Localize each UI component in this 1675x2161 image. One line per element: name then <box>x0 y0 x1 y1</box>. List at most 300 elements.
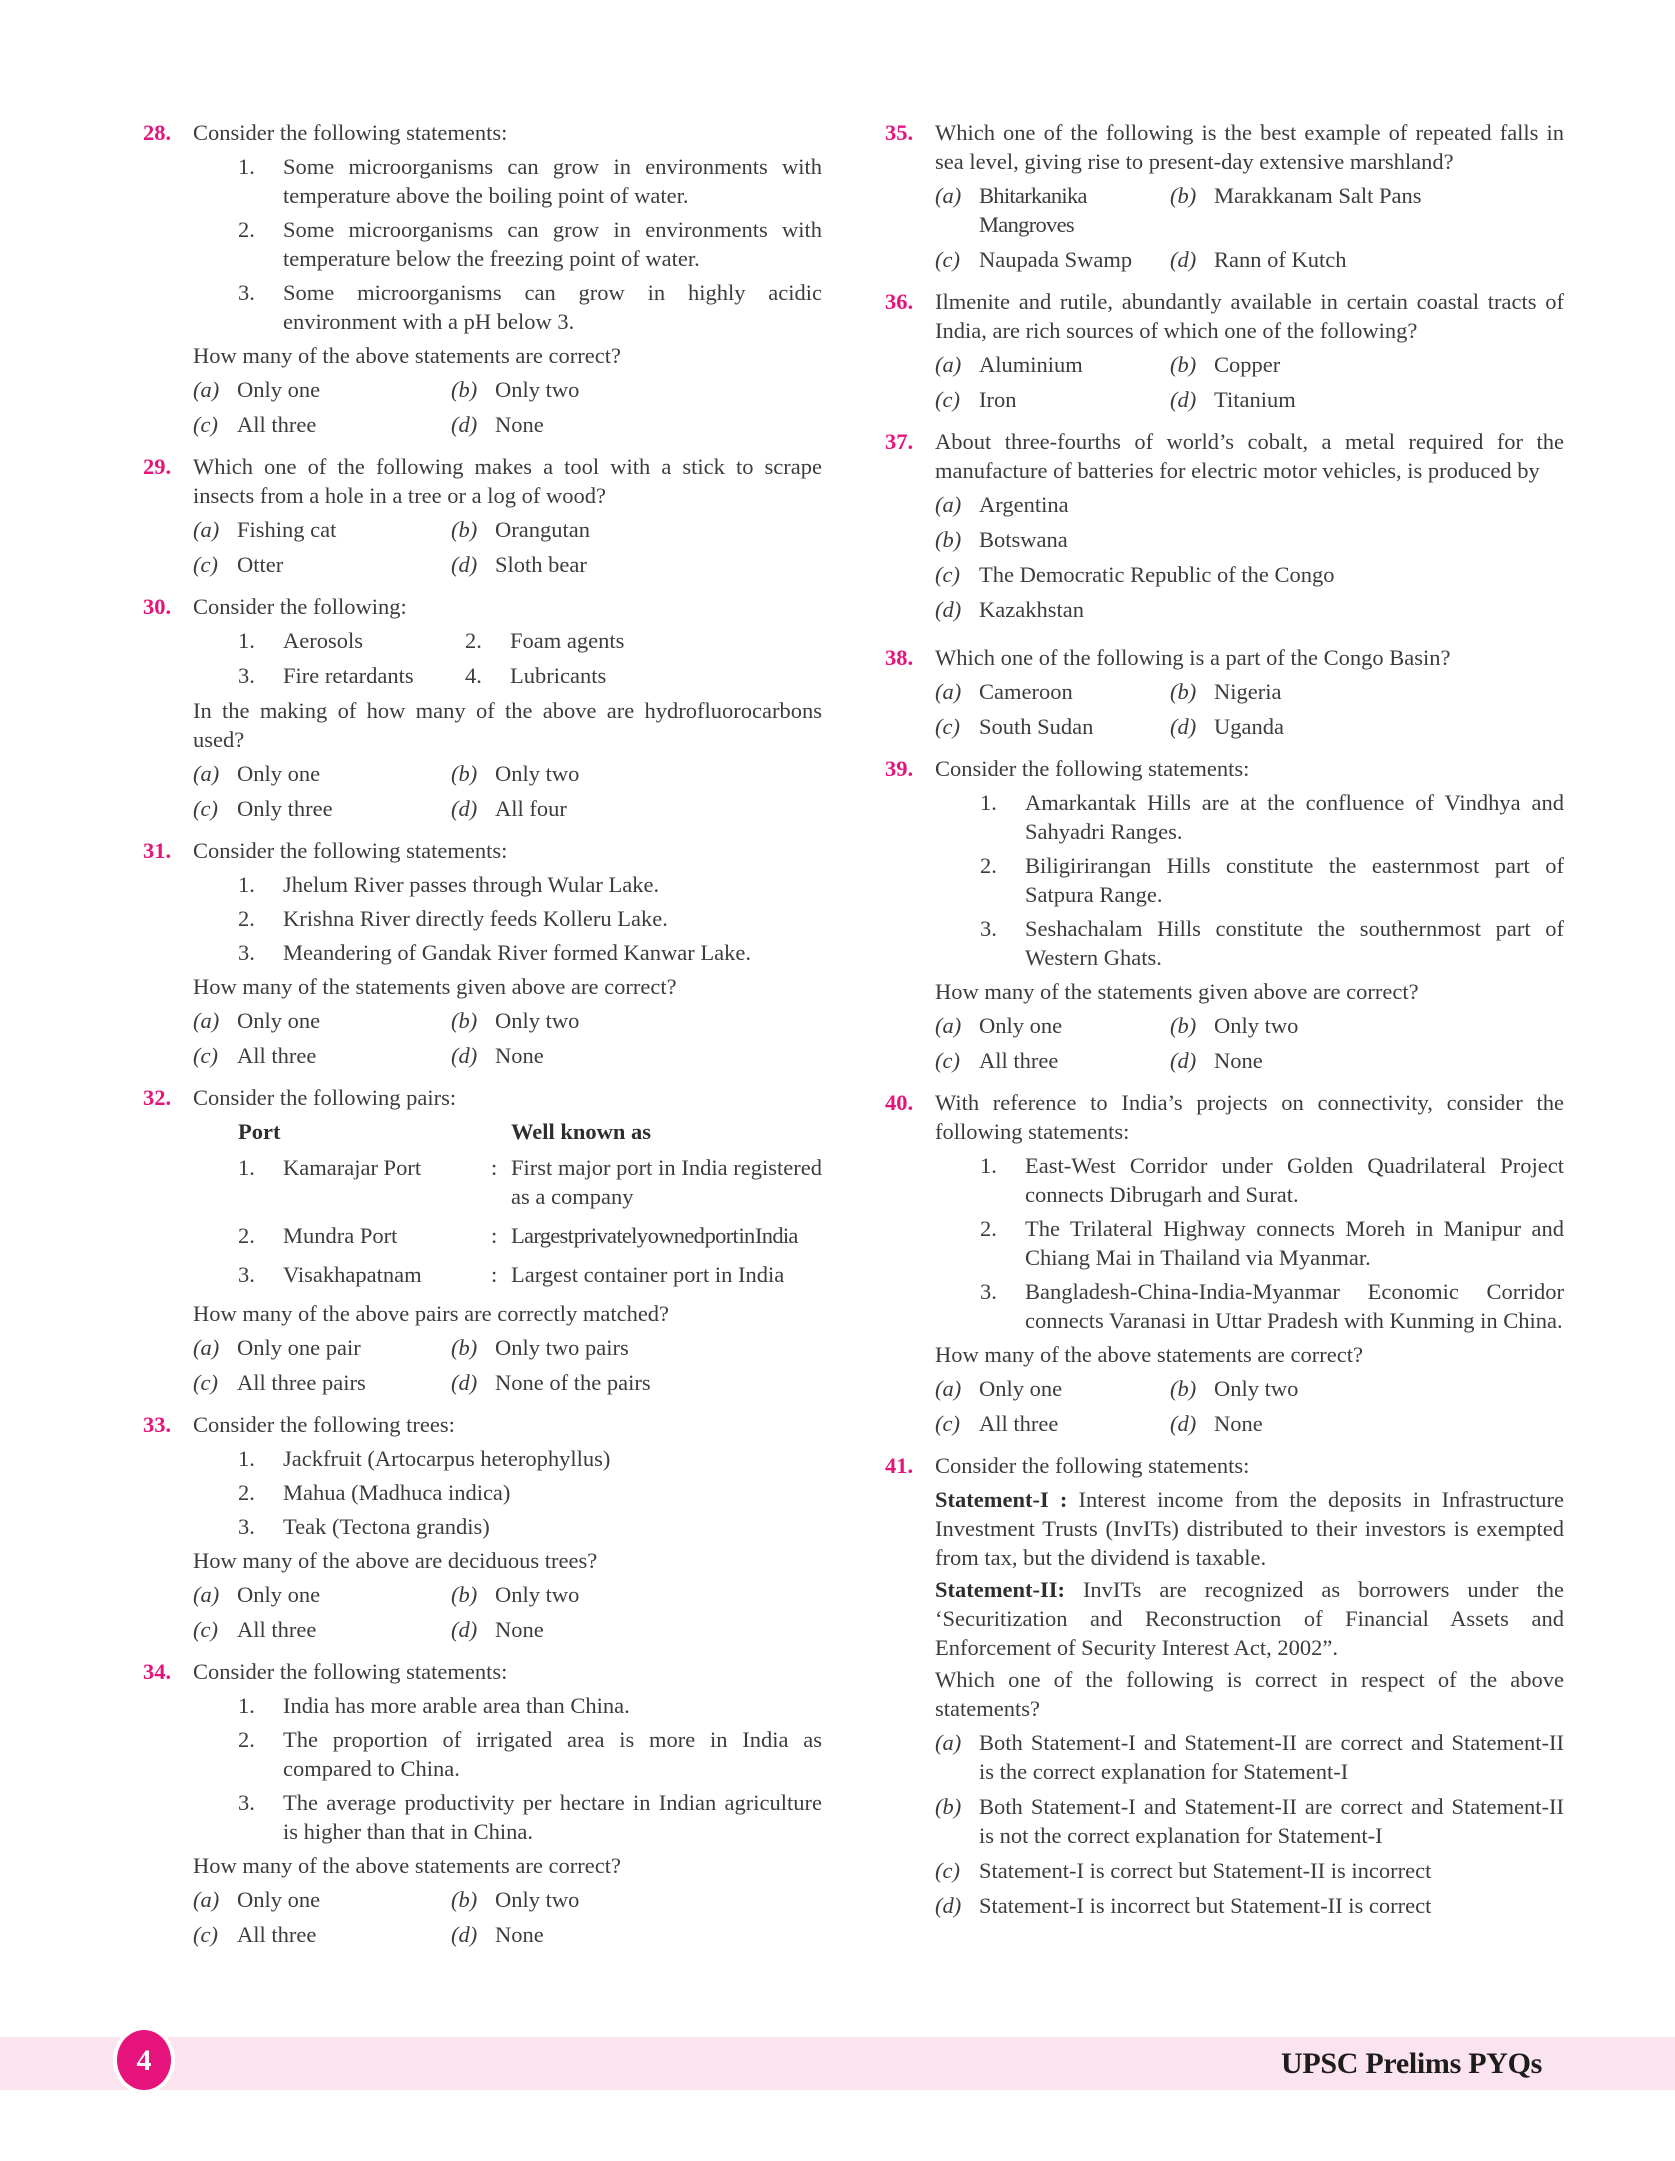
question-intro: Which one of the following is the best example of repeated falls in sea level, giving rise to present-day extensive marshland? <box>935 120 1564 174</box>
question-intro: Consider the following statements: <box>193 120 508 145</box>
option-text: Nigeria <box>1214 679 1282 704</box>
option-b <box>451 1885 822 1914</box>
option-label: (d) <box>1170 387 1197 412</box>
option-label: (a) <box>935 1730 962 1755</box>
option-d <box>1170 245 1564 274</box>
list-item <box>465 661 822 690</box>
footer-title: UPSC Prelims PYQs <box>1281 2047 1542 2080</box>
item-number: 1. <box>238 628 255 653</box>
option-b <box>451 1006 822 1035</box>
list-item <box>193 215 822 273</box>
option-label: (b) <box>1170 1376 1197 1401</box>
pair-description: First major port in India registered as a company <box>511 1155 822 1209</box>
option-label: (b) <box>1170 183 1197 208</box>
list-item <box>935 1151 1564 1209</box>
option-b <box>451 759 822 788</box>
option-c <box>935 1856 1564 1885</box>
item-number: 1. <box>238 154 255 179</box>
option-a <box>935 1011 1170 1040</box>
option-label: (a) <box>193 377 220 402</box>
option-text: Only one <box>237 1887 321 1912</box>
list-item <box>193 1478 822 1507</box>
pair-description: Largest privately owned port in India <box>511 1223 798 1248</box>
question-intro: Which one of the following is a part of the Congo Basin? <box>935 645 1451 670</box>
question-41 <box>885 1451 1564 1926</box>
item-text: Mahua (Madhuca indica) <box>283 1480 511 1505</box>
item-text: Amarkantak Hills are at the confluence of Vindhya and Sahyadri Ranges. <box>1025 790 1564 844</box>
list-item <box>935 914 1564 972</box>
item-text: Some microorganisms can grow in highly acidic environment with a pH below 3. <box>283 280 822 334</box>
option-b <box>1170 677 1564 706</box>
item-number: 3. <box>238 1514 255 1539</box>
option-label: (d) <box>451 796 478 821</box>
question-body <box>193 836 822 1070</box>
options <box>935 181 1564 274</box>
question-number: 40. <box>885 1090 914 1115</box>
statement-text: InvITs are recognized as borrowers under the ‘Securitization and Reconstruction of Financial Assets and Enforcement of Security Interest Act, 2002”. <box>935 1577 1564 1660</box>
option-text: Only two <box>495 377 580 402</box>
item-number: 3. <box>238 940 255 965</box>
pair-description: Largest container port in India <box>511 1262 785 1287</box>
item-text: Bangladesh-China-India-Myanmar Economic Corridor connects Varanasi in Uttar Pradesh with Kunming in China. <box>1025 1279 1564 1333</box>
option-a <box>193 1580 451 1609</box>
question-number: 29. <box>143 454 172 479</box>
pair-colon: : <box>491 1223 498 1248</box>
option-b <box>451 1333 822 1362</box>
item-number: 2. <box>238 906 255 931</box>
question-39 <box>885 754 1564 1075</box>
options <box>935 1728 1564 1920</box>
option-a <box>935 490 1564 519</box>
option-a <box>193 1333 451 1362</box>
option-label: (a) <box>935 679 962 704</box>
item-list <box>935 1151 1564 1335</box>
option-text: All four <box>495 796 567 821</box>
question-29 <box>143 452 822 579</box>
option-text: Only three <box>237 796 333 821</box>
question-body <box>193 452 822 579</box>
option-label: (c) <box>193 1043 218 1068</box>
list-item <box>193 152 822 210</box>
option-text: Only one pair <box>237 1335 361 1360</box>
item-text: Lubricants <box>510 663 607 688</box>
options <box>193 1333 822 1397</box>
option-text: None <box>495 1617 544 1642</box>
options <box>193 375 822 439</box>
option-d <box>1170 1409 1564 1438</box>
item-text: Aerosols <box>283 628 363 653</box>
question-31 <box>143 836 822 1070</box>
option-text: Only two <box>495 1887 580 1912</box>
question-body <box>193 1657 822 1949</box>
item-text: Biligirirangan Hills constitute the easternmost part of Satpura Range. <box>1025 853 1564 907</box>
question-32 <box>143 1083 822 1397</box>
option-label: (a) <box>193 517 220 542</box>
option-label: (d) <box>451 1617 478 1642</box>
option-label: (c) <box>935 714 960 739</box>
option-text: All three <box>979 1048 1059 1073</box>
option-text: Rann of Kutch <box>1214 247 1347 272</box>
item-text: Foam agents <box>510 628 625 653</box>
option-label: (c) <box>193 1370 218 1395</box>
option-b <box>451 375 822 404</box>
option-text: Argentina <box>979 492 1069 517</box>
item-number: 3. <box>980 916 997 941</box>
option-d <box>451 1615 822 1644</box>
option-label: (c) <box>935 1048 960 1073</box>
options <box>935 1374 1564 1438</box>
question-intro: Consider the following statements: <box>193 838 508 863</box>
item-number: 1. <box>238 1446 255 1471</box>
pairs-column1-header: Port <box>238 1119 281 1144</box>
option-c <box>193 1615 451 1644</box>
option-a <box>935 677 1170 706</box>
options <box>193 1580 822 1644</box>
option-label: (c) <box>193 1617 218 1642</box>
option-c <box>935 385 1170 414</box>
options <box>193 1885 822 1949</box>
option-label: (b) <box>451 761 478 786</box>
list-item <box>935 1277 1564 1335</box>
option-text: All three <box>237 1922 317 1947</box>
item-number: 1. <box>980 790 997 815</box>
option-c <box>193 1920 451 1949</box>
option-a <box>935 350 1170 379</box>
item-number: 2. <box>980 853 997 878</box>
item-number: 2. <box>238 1480 255 1505</box>
question-body <box>193 118 822 439</box>
question-intro: Consider the following trees: <box>193 1412 455 1437</box>
option-label: (b) <box>1170 352 1197 377</box>
question-stem: How many of the above statements are correct? <box>193 343 621 368</box>
list-item <box>193 904 822 933</box>
option-text: Only two <box>495 1008 580 1033</box>
option-text: None <box>495 1922 544 1947</box>
option-label: (b) <box>451 1335 478 1360</box>
option-c <box>193 1368 451 1397</box>
option-text: None <box>495 412 544 437</box>
option-d <box>451 410 822 439</box>
list-item <box>193 1691 822 1720</box>
option-d <box>451 1041 822 1070</box>
question-number: 37. <box>885 429 914 454</box>
item-text: Some microorganisms can grow in environments with temperature above the boiling point of water. <box>283 154 822 208</box>
question-body <box>935 1088 1564 1438</box>
question-37 <box>885 427 1564 630</box>
question-body <box>935 118 1564 274</box>
option-text: Aluminium <box>979 352 1083 377</box>
item-text: The proportion of irrigated area is more in India as compared to China. <box>283 1727 822 1781</box>
option-d <box>1170 1046 1564 1075</box>
option-label: (c) <box>935 562 960 587</box>
option-label: (d) <box>451 1043 478 1068</box>
option-label: (b) <box>451 1887 478 1912</box>
option-text: Kazakhstan <box>979 597 1084 622</box>
item-text: Fire retardants <box>283 663 414 688</box>
pair-colon: : <box>491 1155 498 1180</box>
list-item <box>465 626 822 655</box>
question-intro: With reference to India’s projects on connectivity, consider the following statements: <box>935 1090 1564 1144</box>
option-text: Botswana <box>979 527 1068 552</box>
list-item <box>193 1512 822 1541</box>
item-text: Teak (Tectona grandis) <box>283 1514 490 1539</box>
option-label: (a) <box>193 1887 220 1912</box>
option-label: (a) <box>935 492 962 517</box>
option-b <box>935 1792 1564 1850</box>
option-label: (d) <box>451 1922 478 1947</box>
option-a <box>193 375 451 404</box>
list-item <box>193 938 822 967</box>
question-number: 32. <box>143 1085 172 1110</box>
item-list <box>238 626 822 690</box>
option-label: (d) <box>1170 714 1197 739</box>
option-text: None of the pairs <box>495 1370 651 1395</box>
option-d <box>451 1368 822 1397</box>
option-text: Only one <box>237 377 321 402</box>
option-label: (a) <box>193 1335 220 1360</box>
item-number: 2. <box>465 628 482 653</box>
option-text: All three <box>237 1043 317 1068</box>
question-body <box>193 1410 822 1644</box>
list-item <box>935 788 1564 846</box>
option-c <box>935 245 1170 274</box>
statement-text: Interest income from the deposits in Infrastructure Investment Trusts (InvITs) distributed to their investors is exempted from tax, but the dividend is taxable. <box>935 1487 1564 1570</box>
question-body <box>935 1451 1564 1926</box>
question-35 <box>885 118 1564 274</box>
option-text: Uganda <box>1214 714 1284 739</box>
option-d <box>451 550 822 579</box>
option-c <box>935 560 1564 589</box>
item-number: 3. <box>238 1790 255 1815</box>
statement-label: Statement-I : <box>935 1487 1068 1512</box>
option-label: (d) <box>935 597 962 622</box>
pair-name: Kamarajar Port <box>283 1155 422 1180</box>
pair-name: Mundra Port <box>283 1223 398 1248</box>
question-number: 41. <box>885 1453 914 1478</box>
pair-name: Visakhapatnam <box>283 1262 422 1287</box>
option-text: Only two <box>1214 1013 1299 1038</box>
list-item <box>193 1444 822 1473</box>
option-c <box>935 1409 1170 1438</box>
option-label: (d) <box>1170 1048 1197 1073</box>
option-text: Otter <box>237 552 284 577</box>
option-b <box>451 1580 822 1609</box>
item-number: 3. <box>238 280 255 305</box>
item-list <box>193 1444 822 1541</box>
question-intro: Consider the following statements: <box>935 756 1250 781</box>
option-label: (b) <box>451 517 478 542</box>
question-stem: In the making of how many of the above are hydrofluorocarbons used? <box>193 698 822 752</box>
options <box>193 1006 822 1070</box>
option-d <box>1170 385 1564 414</box>
statement-label: Statement-II: <box>935 1577 1065 1602</box>
option-a <box>193 515 451 544</box>
option-label: (c) <box>193 796 218 821</box>
option-d <box>451 1920 822 1949</box>
item-number: 2. <box>238 1727 255 1752</box>
item-text: The Trilateral Highway connects Moreh in Manipur and Chiang Mai in Thailand via Myanmar. <box>1025 1216 1564 1270</box>
item-number: 2. <box>980 1216 997 1241</box>
question-body <box>935 754 1564 1075</box>
item-number: 3. <box>980 1279 997 1304</box>
question-number: 33. <box>143 1412 172 1437</box>
option-c <box>193 1041 451 1070</box>
option-text: Orangutan <box>495 517 590 542</box>
options <box>193 759 822 823</box>
option-text: Only two pairs <box>495 1335 629 1360</box>
statement-paragraph <box>935 1575 1564 1662</box>
option-text: All three <box>237 1617 317 1642</box>
item-text: Jackfruit (Artocarpus heterophyllus) <box>283 1446 611 1471</box>
page-number: 4 <box>136 2043 152 2077</box>
options <box>193 515 822 579</box>
item-text: Krishna River directly feeds Kolleru Lake. <box>283 906 668 931</box>
option-text: None <box>495 1043 544 1068</box>
option-d <box>1170 712 1564 741</box>
item-text: The average productivity per hectare in Indian agriculture is higher than that in China. <box>283 1790 822 1844</box>
question-stem: How many of the above pairs are correctly matched? <box>193 1301 670 1326</box>
option-d <box>935 595 1564 624</box>
item-text: Seshachalam Hills constitute the southernmost part of Western Ghats. <box>1025 916 1564 970</box>
option-b <box>935 525 1564 554</box>
option-label: (b) <box>451 1582 478 1607</box>
option-b <box>1170 350 1564 379</box>
pair-number: 3. <box>238 1262 255 1287</box>
option-text: Only two <box>1214 1376 1299 1401</box>
option-label: (c) <box>935 387 960 412</box>
question-33 <box>143 1410 822 1644</box>
option-label: (b) <box>1170 679 1197 704</box>
option-text: South Sudan <box>979 714 1094 739</box>
option-text: Only two <box>495 761 580 786</box>
pair-colon: : <box>491 1262 498 1287</box>
option-text: All three <box>237 412 317 437</box>
option-text: Only one <box>237 1582 321 1607</box>
option-text: Both Statement-I and Statement-II are correct and Statement-II is the correct explanation for Statement-I <box>979 1730 1564 1784</box>
list-item <box>238 661 465 690</box>
item-number: 4. <box>465 663 482 688</box>
pairs-table-row <box>193 1153 822 1211</box>
item-text: Some microorganisms can grow in environments with temperature below the freezing point of water. <box>283 217 822 271</box>
question-intro: Consider the following statements: <box>193 1659 508 1684</box>
question-stem: How many of the above statements are correct? <box>935 1342 1363 1367</box>
statement-paragraph <box>935 1485 1564 1572</box>
option-text: All three pairs <box>237 1370 366 1395</box>
option-text: None <box>1214 1411 1263 1436</box>
question-body <box>193 592 822 823</box>
item-number: 1. <box>980 1153 997 1178</box>
question-number: 28. <box>143 120 172 145</box>
option-label: (a) <box>935 183 962 208</box>
pairs-table-row <box>193 1221 822 1250</box>
question-body <box>935 287 1564 414</box>
option-b <box>1170 1011 1564 1040</box>
item-text: Jhelum River passes through Wular Lake. <box>283 872 660 897</box>
option-label: (d) <box>451 552 478 577</box>
question-30 <box>143 592 822 823</box>
item-number: 3. <box>238 663 255 688</box>
list-item <box>935 851 1564 909</box>
question-34 <box>143 1657 822 1949</box>
question-stem: How many of the above are deciduous trees? <box>193 1548 598 1573</box>
option-text: Only one <box>979 1376 1063 1401</box>
option-text: Titanium <box>1214 387 1296 412</box>
item-text: East-West Corridor under Golden Quadrilateral Project connects Dibrugarh and Surat. <box>1025 1153 1564 1207</box>
option-text: All three <box>979 1411 1059 1436</box>
item-number: 1. <box>238 1693 255 1718</box>
list-item <box>193 278 822 336</box>
question-stem: How many of the statements given above are correct? <box>935 979 1419 1004</box>
pairs-table-header <box>193 1117 822 1146</box>
item-list <box>193 152 822 336</box>
question-number: 31. <box>143 838 172 863</box>
question-body <box>193 1083 822 1397</box>
page-number-badge <box>113 2026 175 2094</box>
pair-number: 2. <box>238 1223 255 1248</box>
option-b <box>1170 181 1564 239</box>
question-stem: How many of the statements given above are correct? <box>193 974 677 999</box>
question-number: 34. <box>143 1659 172 1684</box>
option-text: None <box>1214 1048 1263 1073</box>
option-label: (c) <box>935 1858 960 1883</box>
option-label: (d) <box>935 1893 962 1918</box>
option-text: Cameroon <box>979 679 1073 704</box>
option-b <box>451 515 822 544</box>
option-label: (a) <box>193 761 220 786</box>
option-text: Iron <box>979 387 1017 412</box>
list-item <box>193 1788 822 1846</box>
option-text: Only one <box>979 1013 1063 1038</box>
option-label: (a) <box>193 1008 220 1033</box>
option-c <box>193 794 451 823</box>
options <box>935 677 1564 741</box>
question-number: 39. <box>885 756 914 781</box>
question-intro: Consider the following statements: <box>935 1453 1250 1478</box>
list-item <box>193 870 822 899</box>
option-a <box>935 181 1170 239</box>
option-a <box>193 1006 451 1035</box>
item-text: Meandering of Gandak River formed Kanwar Lake. <box>283 940 751 965</box>
option-text: The Democratic Republic of the Congo <box>979 562 1335 587</box>
option-label: (a) <box>193 1582 220 1607</box>
list-item <box>935 1214 1564 1272</box>
question-number: 36. <box>885 289 914 314</box>
option-text: Only two <box>495 1582 580 1607</box>
option-label: (c) <box>193 552 218 577</box>
option-text: Sloth bear <box>495 552 587 577</box>
option-label: (a) <box>935 352 962 377</box>
option-text: Fishing cat <box>237 517 337 542</box>
option-text: Marakkanam Salt Pans <box>1214 183 1422 208</box>
question-intro: Consider the following: <box>193 594 407 619</box>
option-label: (b) <box>935 1794 962 1819</box>
option-label: (b) <box>1170 1013 1197 1038</box>
question-intro: Which one of the following makes a tool with a stick to scrape insects from a hole in a tree or a log of wood? <box>193 454 822 508</box>
right-column <box>885 118 1564 1939</box>
option-label: (a) <box>935 1013 962 1038</box>
question-body <box>935 643 1564 741</box>
option-label: (d) <box>1170 247 1197 272</box>
option-a <box>935 1374 1170 1403</box>
option-d <box>451 794 822 823</box>
option-text: Copper <box>1214 352 1281 377</box>
option-text: Naupada Swamp <box>979 247 1133 272</box>
option-c <box>935 1046 1170 1075</box>
pair-number: 1. <box>238 1155 255 1180</box>
option-label: (d) <box>451 1370 478 1395</box>
options <box>935 1011 1564 1075</box>
option-label: (c) <box>935 1411 960 1436</box>
